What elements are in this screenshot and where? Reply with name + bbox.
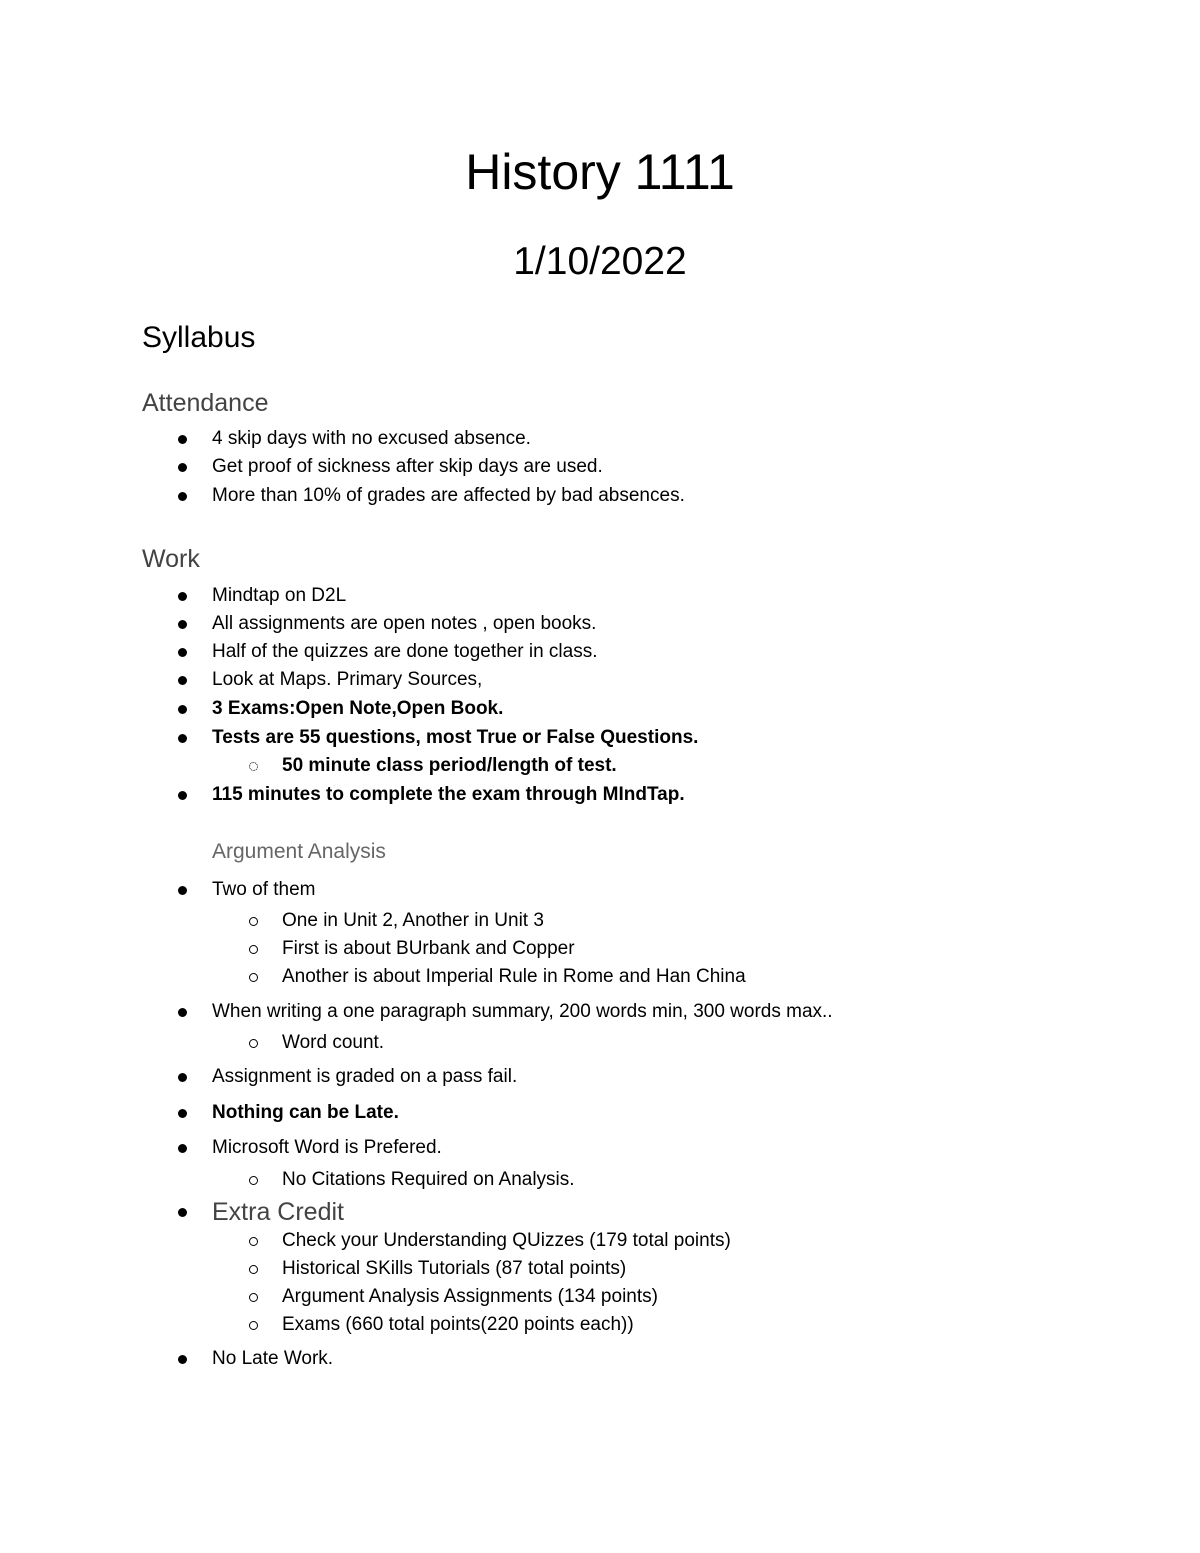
- sub-list-item: Exams (660 total points(220 points each)): [282, 1312, 634, 1338]
- bullet-icon: [178, 791, 187, 800]
- hollow-bullet-icon: [249, 917, 258, 926]
- bullet-icon: [178, 463, 187, 472]
- list-item: 4 skip days with no excused absence.: [212, 426, 531, 452]
- bullet-icon: [178, 1008, 187, 1017]
- hollow-bullet-icon: [249, 1321, 258, 1330]
- bullet-icon: [178, 592, 187, 601]
- hollow-bullet-icon: [249, 1237, 258, 1246]
- hollow-bullet-icon: [249, 1293, 258, 1302]
- bullet-icon: [178, 676, 187, 685]
- list-item: All assignments are open notes , open books.: [212, 611, 596, 637]
- bullet-icon: [178, 648, 187, 657]
- hollow-bullet-icon: [249, 1039, 258, 1048]
- list-item: Look at Maps. Primary Sources,: [212, 667, 482, 693]
- hollow-bullet-icon: [249, 1265, 258, 1274]
- list-item: Mindtap on D2L: [212, 583, 346, 609]
- bullet-icon: [178, 435, 187, 444]
- list-item: More than 10% of grades are affected by bad absences.: [212, 483, 685, 509]
- list-item: 3 Exams:Open Note,Open Book.: [212, 696, 503, 722]
- sub-list-item: 50 minute class period/length of test.: [282, 753, 617, 779]
- heading-work: Work: [142, 545, 200, 573]
- bullet-icon: [178, 705, 187, 714]
- heading-argument-analysis: Argument Analysis: [212, 840, 386, 863]
- document-title: History 1111: [465, 144, 735, 200]
- list-item-extra-credit: Extra Credit: [212, 1197, 344, 1227]
- sub-list-item: One in Unit 2, Another in Unit 3: [282, 908, 544, 934]
- bullet-icon: [178, 1073, 187, 1082]
- bullet-icon: [178, 492, 187, 501]
- list-item: No Late Work.: [212, 1346, 333, 1372]
- list-item: Nothing can be Late.: [212, 1100, 399, 1126]
- bullet-icon: [178, 734, 187, 743]
- bullet-icon: [178, 1208, 187, 1217]
- list-item: Two of them: [212, 877, 316, 903]
- list-item: Half of the quizzes are done together in class.: [212, 639, 598, 665]
- bullet-icon: [178, 1355, 187, 1364]
- sub-list-item: Argument Analysis Assignments (134 points): [282, 1284, 658, 1310]
- list-item: Get proof of sickness after skip days are used.: [212, 454, 603, 480]
- hollow-bullet-icon: [249, 973, 258, 982]
- bullet-icon: [178, 1144, 187, 1153]
- document-date: 1/10/2022: [513, 240, 687, 283]
- hollow-bullet-icon: [249, 945, 258, 954]
- sub-list-item: Word count.: [282, 1030, 384, 1056]
- sub-list-item: Historical SKills Tutorials (87 total points): [282, 1256, 626, 1282]
- hollow-bullet-icon: [249, 762, 258, 771]
- bullet-icon: [178, 620, 187, 629]
- sub-list-item: No Citations Required on Analysis.: [282, 1167, 575, 1193]
- list-item: Tests are 55 questions, most True or False Questions.: [212, 725, 698, 751]
- list-item: 115 minutes to complete the exam through MIndTap.: [212, 782, 685, 808]
- section-heading-syllabus: Syllabus: [142, 321, 256, 354]
- bullet-icon: [178, 1109, 187, 1118]
- bullet-icon: [178, 886, 187, 895]
- sub-list-item: Another is about Imperial Rule in Rome and Han China: [282, 964, 746, 990]
- sub-list-item: First is about BUrbank and Copper: [282, 936, 575, 962]
- sub-list-item: Check your Understanding QUizzes (179 total points): [282, 1228, 731, 1254]
- hollow-bullet-icon: [249, 1176, 258, 1185]
- list-item: Microsoft Word is Prefered.: [212, 1135, 442, 1161]
- list-item: Assignment is graded on a pass fail.: [212, 1064, 517, 1090]
- list-item: When writing a one paragraph summary, 200 words min, 300 words max..: [212, 999, 833, 1025]
- heading-attendance: Attendance: [142, 389, 269, 417]
